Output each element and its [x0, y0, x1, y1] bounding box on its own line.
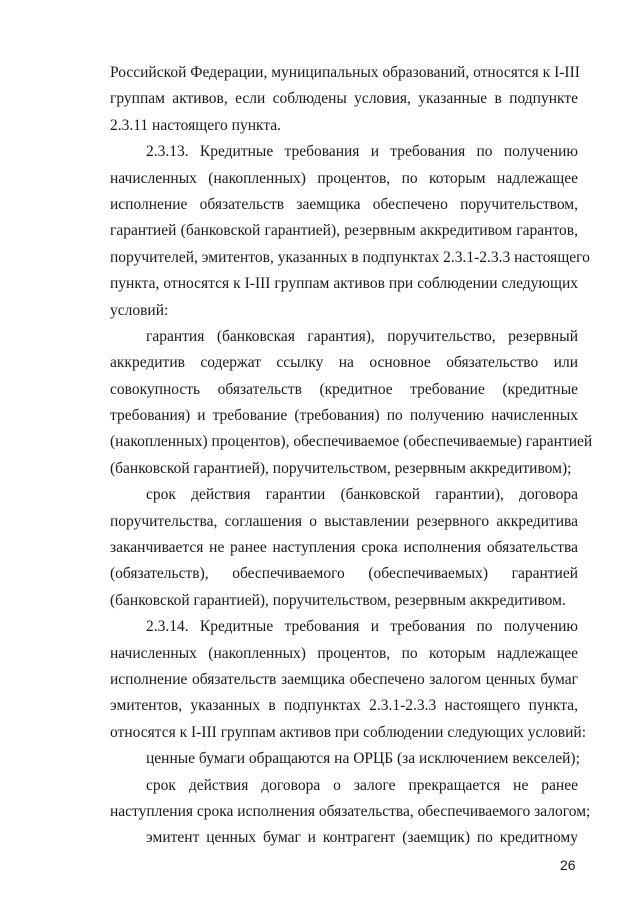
condition-item-line: эмитент ценных бумаг и контрагент (заемщик) по кредитному [146, 829, 578, 847]
text-line: (банковской гарантией), поручительством, резервным аккредитивом); [110, 459, 572, 477]
text-line: эмитентов, указанных в подпунктах 2.3.1-2.3.3 настоящего пункта, [110, 697, 578, 715]
text-line: группам активов, если соблюдены условия, указанные в подпункте [110, 90, 578, 108]
text-line: гарантией (банковской гарантией), резервным аккредитивом гарантов, [110, 222, 578, 240]
page-number: 26 [560, 857, 576, 873]
text-line: относятся к I-III группам активов при соблюдении следующих условий: [110, 723, 587, 741]
text-line: условий: [110, 301, 169, 319]
text-line: начисленных (накопленных) процентов, по которым надлежащее [110, 644, 578, 662]
text-line: заканчивается не ранее наступления срока исполнения обязательства [110, 539, 578, 557]
text-line: 2.3.11 настоящего пункта. [110, 116, 282, 134]
text-line: исполнение обязательств заемщика обеспечено поручительством, [110, 195, 578, 213]
text-line: требования) и требование (требования) по получению начисленных [110, 407, 578, 425]
section-2-3-14-first-line: 2.3.14. Кредитные требования и требования по получению [146, 618, 578, 636]
text-line: Российской Федерации, муниципальных образований, относятся к I-III [110, 64, 580, 81]
document-body [110, 60, 593, 852]
text-line: исполнение обязательств заемщика обеспечено залогом ценных бумаг [110, 670, 578, 688]
text-line: пункта, относятся к I-III группам активов при соблюдении следующих [110, 275, 578, 293]
text-line: совокупность обязательств (кредитное требование (кредитные [110, 380, 578, 398]
text-line: (обязательств), обеспечиваемого (обеспечиваемых) гарантией [110, 565, 578, 583]
condition-item-line: ценные бумаги обращаются на ОРЦБ (за исключением векселей); [146, 750, 580, 768]
text-line: поручителей, эмитентов, указанных в подпунктах 2.3.1-2.3.3 настоящего [110, 248, 590, 266]
text-line: аккредитив содержат ссылку на основное обязательство или [110, 354, 578, 372]
text-line: поручительства, соглашения о выставлении резервного аккредитива [110, 512, 578, 530]
condition-item-line: срок действия гарантии (банковской гарантии), договора [146, 486, 578, 504]
condition-item-line: гарантия (банковская гарантия), поручительство, резервный [146, 327, 578, 345]
text-line: начисленных (накопленных) процентов, по которым надлежащее [110, 169, 578, 187]
text-line: (накопленных) процентов), обеспечиваемое (обеспечиваемые) гарантией [110, 433, 593, 451]
section-2-3-13-first-line: 2.3.13. Кредитные требования и требования по получению [146, 143, 578, 161]
condition-item-line: срок действия договора о залоге прекращается не ранее [146, 776, 578, 794]
text-line: наступления срока исполнения обязательства, обеспечиваемого залогом; [110, 802, 591, 820]
text-line: (банковской гарантией), поручительством, резервным аккредитивом. [110, 591, 566, 609]
